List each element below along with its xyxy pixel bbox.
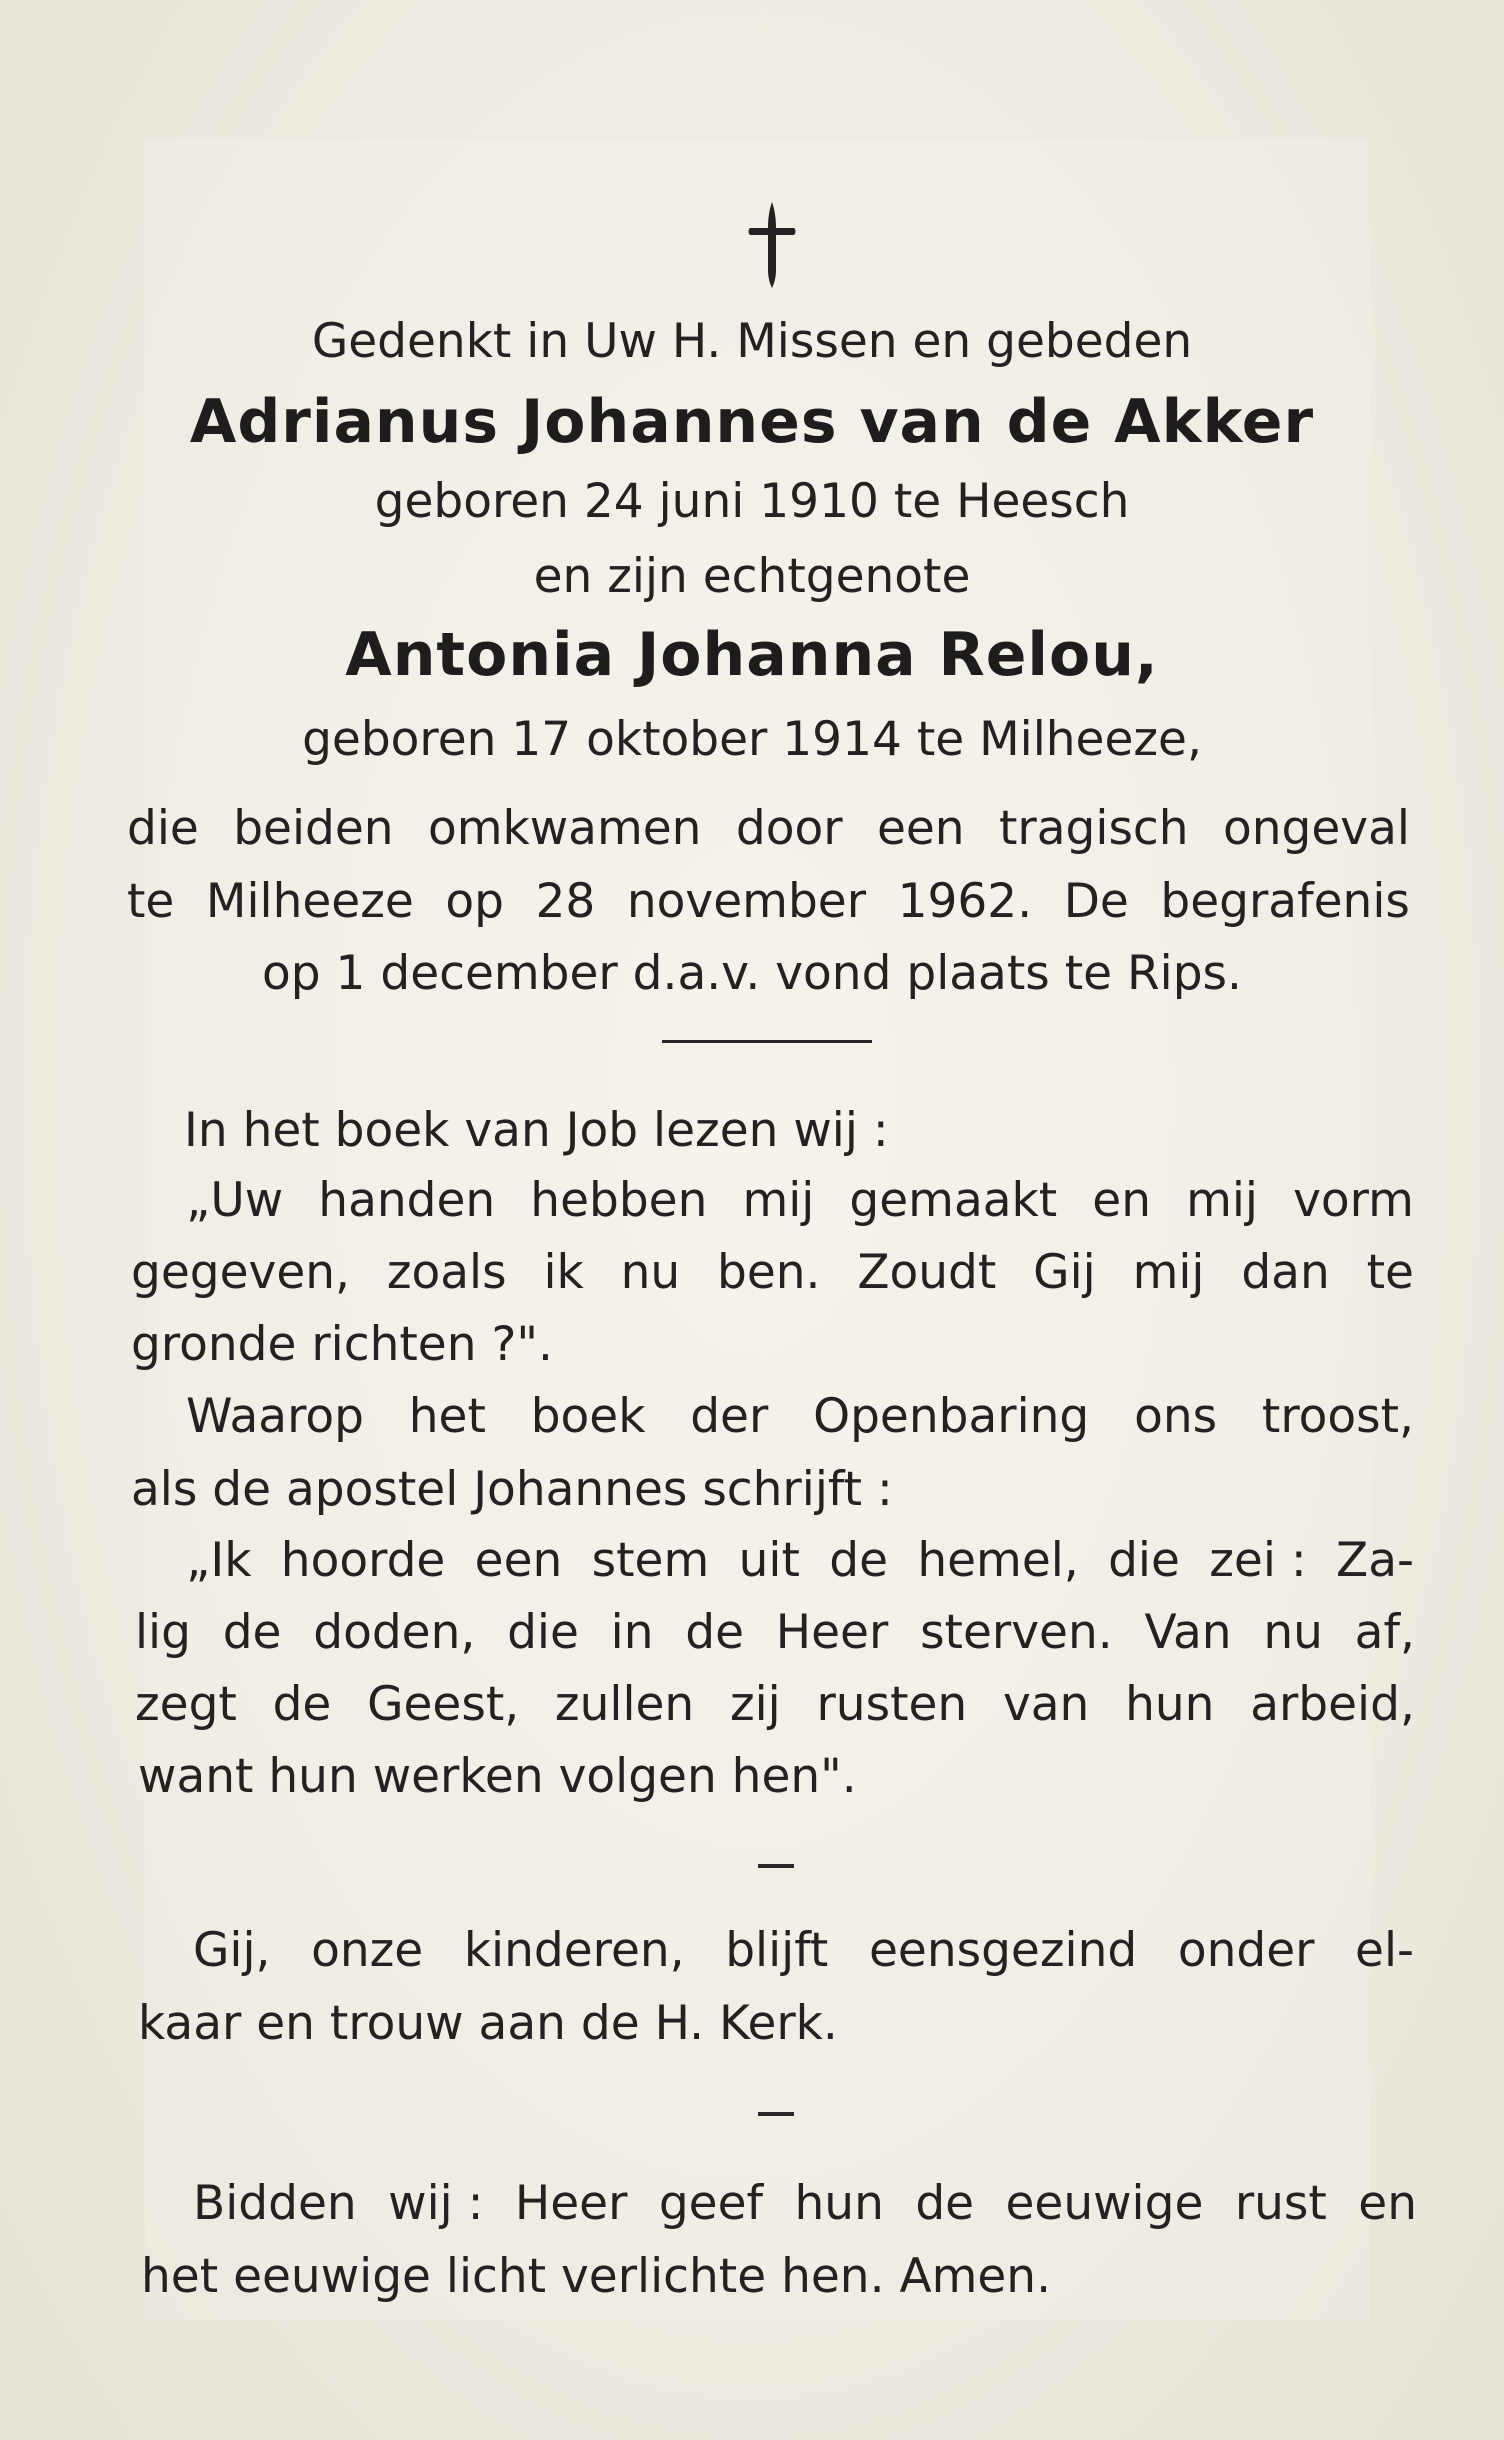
word: hun	[794, 2176, 884, 2231]
word: wij :	[388, 2176, 484, 2231]
word: een	[474, 1533, 563, 1588]
word: zoals	[386, 1245, 507, 1300]
word: Zoudt	[857, 1245, 997, 1300]
word: zij	[729, 1677, 781, 1732]
word: mij	[742, 1173, 815, 1228]
word: Heer	[514, 2176, 628, 2231]
intro-text: Gedenkt in Uw H. Missen en gebeden	[311, 314, 1193, 369]
word: boek	[530, 1389, 646, 1444]
word: eeuwige	[1005, 2176, 1204, 2231]
verse-intro: In het boek van Job lezen wij :	[184, 1103, 889, 1158]
word: ik	[543, 1245, 584, 1300]
death-line-2	[127, 874, 1410, 929]
word: blijft	[725, 1923, 829, 1978]
word: ons	[1134, 1389, 1218, 1444]
word: dan	[1241, 1245, 1330, 1300]
cross-icon	[744, 200, 800, 290]
word: op	[445, 874, 504, 929]
word: hoorde	[280, 1533, 446, 1588]
rev-line-2: als de apostel Johannes schrijft :	[131, 1462, 893, 1517]
word: mij	[1186, 1173, 1258, 1228]
word: eensgezind	[868, 1923, 1138, 1978]
wife-birth: geboren 17 oktober 1914 te Milheeze,	[302, 712, 1202, 767]
word: onder	[1177, 1923, 1315, 1978]
word: mij	[1132, 1245, 1205, 1300]
word: gegeven,	[131, 1245, 350, 1300]
word: sterven.	[920, 1605, 1113, 1660]
word: onze	[311, 1923, 424, 1978]
word: troost,	[1261, 1389, 1414, 1444]
word: en	[1092, 1173, 1152, 1228]
word: rusten	[816, 1677, 968, 1732]
word: 1962.	[897, 874, 1033, 929]
word: Waarop	[186, 1389, 364, 1444]
job-line-2	[131, 1245, 1414, 1300]
word: Openbaring	[813, 1389, 1090, 1444]
word: de	[685, 1605, 745, 1660]
word: de	[222, 1605, 282, 1660]
word: en	[1358, 2176, 1417, 2231]
word: el-	[1355, 1923, 1414, 1978]
word: Gij	[1033, 1245, 1096, 1300]
job-line-1	[186, 1173, 1414, 1228]
word: rust	[1234, 2176, 1327, 2231]
word: vorm	[1293, 1173, 1414, 1228]
word: een	[876, 801, 965, 856]
word: door	[735, 801, 843, 856]
husband-name: Adrianus Johannes van de Akker	[189, 387, 1315, 457]
prayer-line-2: het eeuwige licht verlichte hen. Amen.	[141, 2249, 1052, 2304]
word: hebben	[530, 1173, 708, 1228]
word: die	[1108, 1533, 1180, 1588]
word: geef	[658, 2176, 764, 2231]
word: nu	[620, 1245, 681, 1300]
word: de	[829, 1533, 888, 1588]
divider-rule	[662, 1040, 872, 1043]
word: Bidden	[193, 2176, 357, 2231]
word: zullen	[554, 1677, 695, 1732]
word: de	[272, 1677, 332, 1732]
rev-line-4	[135, 1605, 1415, 1660]
word: handen	[318, 1173, 496, 1228]
word: doden,	[313, 1605, 476, 1660]
word: omkwamen	[427, 801, 702, 856]
section-dash-2	[758, 2112, 794, 2116]
word: die	[127, 801, 199, 856]
word: Milheeze	[205, 874, 414, 929]
word: de	[915, 2176, 975, 2231]
word: begrafenis	[1160, 874, 1410, 929]
section-dash-1	[758, 1864, 794, 1868]
word: ben.	[716, 1245, 821, 1300]
word: stem	[591, 1533, 710, 1588]
word: zei :	[1209, 1533, 1307, 1588]
word: Geest,	[367, 1677, 520, 1732]
word: der	[690, 1389, 769, 1444]
rev-line-1	[186, 1389, 1414, 1444]
job-line-3: gronde richten ?".	[131, 1317, 553, 1372]
children-line-1	[193, 1923, 1414, 1978]
word: arbeid,	[1250, 1677, 1415, 1732]
rev-line-6: want hun werken volgen hen".	[138, 1749, 857, 1804]
word: 28	[535, 874, 596, 929]
word: Heer	[775, 1605, 889, 1660]
word: uit	[738, 1533, 800, 1588]
word: te	[127, 874, 175, 929]
children-line-2: kaar en trouw aan de H. Kerk.	[138, 1996, 838, 2051]
word: het	[408, 1389, 486, 1444]
spouse-intro: en zijn echtgenote	[533, 549, 971, 604]
word: te	[1366, 1245, 1414, 1300]
rev-line-3	[186, 1533, 1414, 1588]
word: „Ik	[186, 1533, 252, 1588]
word: zegt	[135, 1677, 237, 1732]
word: Za-	[1336, 1533, 1414, 1588]
prayer-line-1	[193, 2176, 1417, 2231]
husband-birth: geboren 24 juni 1910 te Heesch	[374, 474, 1130, 529]
word: Van	[1144, 1605, 1232, 1660]
word: in	[610, 1605, 654, 1660]
word: Gij,	[193, 1923, 271, 1978]
word: „Uw	[186, 1173, 284, 1228]
word: kinderen,	[463, 1923, 685, 1978]
word: ongeval	[1222, 801, 1410, 856]
word: lig	[135, 1605, 191, 1660]
rev-line-5	[135, 1677, 1415, 1732]
word: hun	[1125, 1677, 1215, 1732]
word: tragisch	[999, 801, 1189, 856]
word: november	[626, 874, 867, 929]
death-line-1	[127, 801, 1410, 856]
word: beiden	[233, 801, 394, 856]
word: hemel,	[917, 1533, 1079, 1588]
word: De	[1063, 874, 1129, 929]
death-line-3: op 1 december d.a.v. vond plaats te Rips.	[262, 946, 1242, 1001]
printed-panel	[145, 140, 1370, 2320]
wife-name: Antonia Johanna Relou,	[345, 620, 1159, 690]
word: gemaakt	[849, 1173, 1058, 1228]
word: nu	[1263, 1605, 1323, 1660]
word: van	[1002, 1677, 1090, 1732]
word: af,	[1354, 1605, 1415, 1660]
word: die	[507, 1605, 579, 1660]
